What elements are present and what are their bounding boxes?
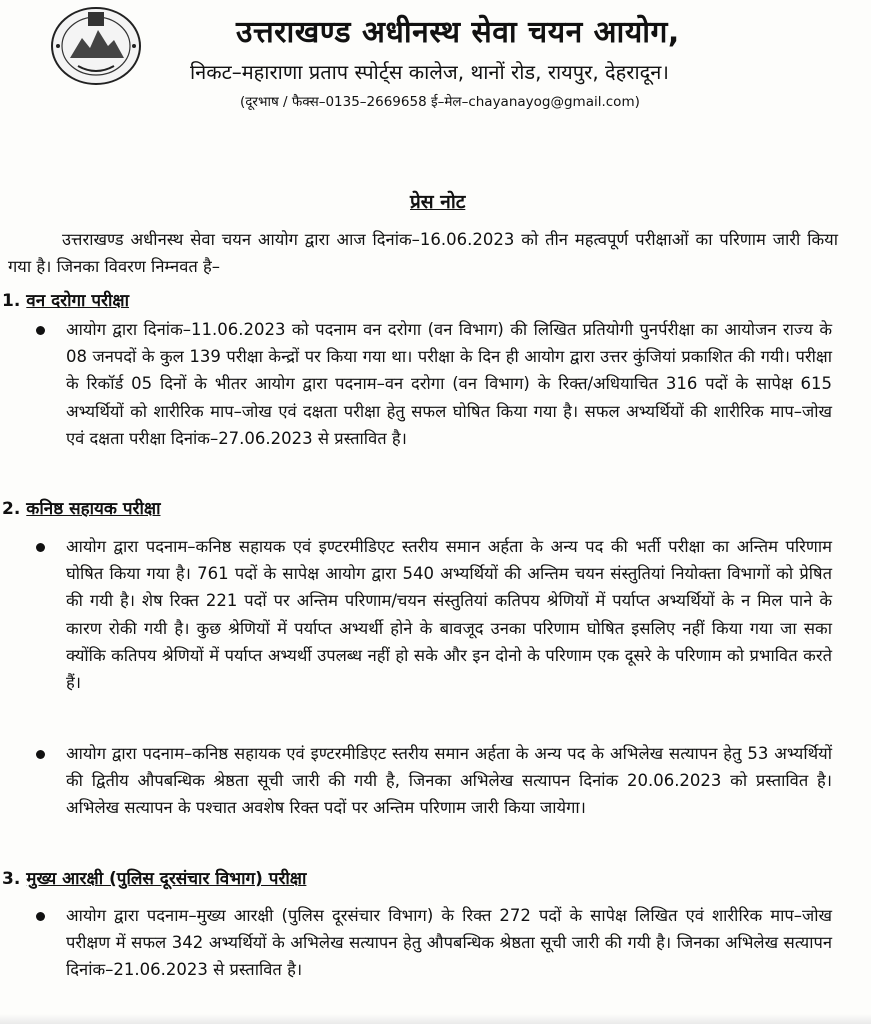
section-heading-2 (2, 496, 160, 519)
section-number: 2. (2, 499, 21, 519)
commission-emblem-icon (48, 4, 144, 88)
section-heading-3 (2, 866, 306, 889)
bullet-text: आयोग द्वारा पदनाम–कनिष्ठ सहायक एवं इण्टरमीडिएट स्तरीय समान अर्हता के अन्य पद की भर्ती परीक्षा का अन्तिम परिणाम घोषित किया गया है। 761 पदों के सापेक्ष आयोग द्वारा 540 अभ्यर्थियों की अन्तिम चयन संस्तुतियां नियोक्ता विभागों को प्रेषित की गयी है। शेष रिक्त 221 पदों पर अन्तिम परिणाम/चयन संस्तुतियां कतिपय श्रेणियों में पर्याप्त अभ्यर्थियों के न मिल पाने के कारण रोकी गयी है। कुछ श्रेणियों में पर्याप्त अभ्यर्थी होने के बावजूद उनका परिणाम घोषित इसलिए नहीं किया गया जा सका क्योंकि कतिपय श्रेणियों में पर्याप्त अभ्यर्थी उपलब्ध नहीं हो सके और इन दोनो के परिणाम एक दूसरे के परिणाम को प्रभावित करते हैं। (66, 537, 832, 693)
bullet-text: आयोग द्वारा पदनाम–कनिष्ठ सहायक एवं इण्टरमीडिएट स्तरीय समान अर्हता के अन्य पद के अभिलेख सत्यापन हेतु 53 अभ्यर्थियों की द्वितीय औपबन्धिक श्रेष्ठता सूची जारी की गयी है, जिनका अभिलेख सत्यापन दिनांक 20.06.2023 को प्रस्तावित है। अभिलेख सत्यापन के पश्चात अवशेष रिक्त पदों पर अन्तिम परिणाम जारी किया जायेगा। (66, 744, 832, 818)
bullet-text: आयोग द्वारा दिनांक–11.06.2023 को पदनाम वन दरोगा (वन विभाग) की लिखित प्रतियोगी पुनर्परीक्षा का आयोजन राज्य के 08 जनपदों के कुल 139 परीक्षा केन्द्रों पर किया गया था। परीक्षा के दिन ही आयोग द्वारा उत्तर कुंजियां प्रकाशित की गयी। परीक्षा के रिकॉर्ड 05 दिनों के भीतर आयोग द्वारा पदनाम–वन दरोगा (वन विभाग) के रिक्त/अधियाचित 316 पदों के सापेक्ष 615 अभ्यर्थियों को शारीरिक माप–जोख एवं दक्षता परीक्षा हेतु सफल घोषित किया गया है। सफल अभ्यर्थियों की शारीरिक माप–जोख एवं दक्षता परीक्षा दिनांक–27.06.2023 से प्रस्तावित है। (66, 320, 832, 448)
section-number: 3. (2, 869, 21, 889)
section-title: वन दरोगा परीक्षा (26, 291, 129, 311)
section-number: 1. (2, 291, 21, 311)
list-item (36, 740, 832, 822)
section-heading-1 (2, 288, 129, 311)
page-bottom-edge (0, 1014, 871, 1024)
commission-name: उत्तराखण्ड अधीनस्थ सेवा चयन आयोग, (236, 15, 680, 50)
list-item (36, 316, 832, 452)
section-title: कनिष्ठ सहायक परीक्षा (26, 499, 161, 519)
commission-address: निकट–महाराणा प्रताप स्पोर्ट्स कालेज, थानों रोड, रायपुर, देहरादून। (190, 60, 669, 84)
press-note-intro: उत्तराखण्ड अधीनस्थ सेवा चयन आयोग द्वारा आज दिनांक–16.06.2023 को तीन महत्वपूर्ण परीक्षाओं का परिणाम जारी किया गया है। जिनका विवरण निम्नवत है– (8, 230, 838, 276)
bullet-text: आयोग द्वारा पदनाम–मुख्य आरक्षी (पुलिस दूरसंचार विभाग) के रिक्त 272 पदों के सापेक्ष लिखित एवं शारीरिक माप–जोख परीक्षण में सफल 342 अभ्यर्थियों के अभिलेख सत्यापन हेतु औपबन्धिक श्रेष्ठता सूची जारी की गयी है। जिनका अभिलेख सत्यापन दिनांक–21.06.2023 से प्रस्तावित है। (66, 906, 832, 980)
commission-contact: (दूरभाष / फैक्स–0135–2669658 ई–मेल–chayanayog@gmail.com) (240, 94, 640, 110)
list-item (36, 902, 832, 984)
section-title: मुख्य आरक्षी (पुलिस दूरसंचार विभाग) परीक्षा (26, 869, 307, 889)
press-note-title: प्रेस नोट (410, 191, 466, 213)
list-item (36, 533, 832, 696)
